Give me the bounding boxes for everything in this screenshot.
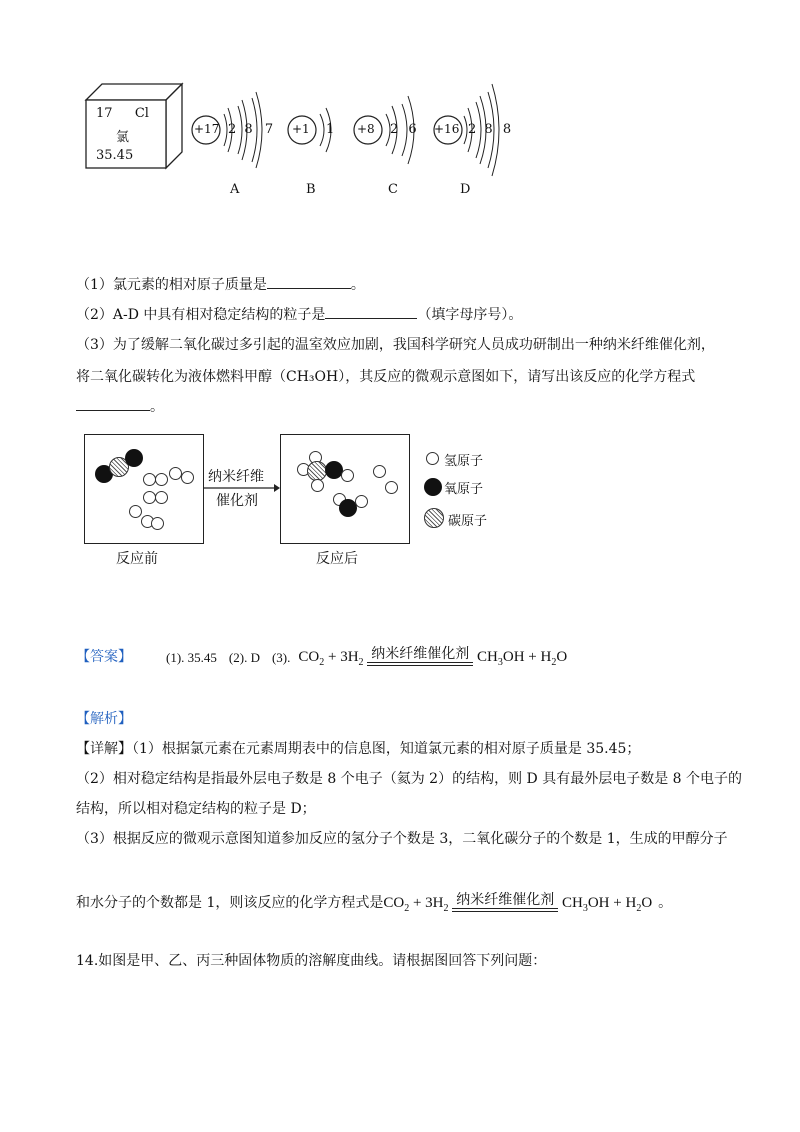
question-1: [76, 274, 365, 294]
question-3-suffix: 。: [150, 399, 164, 415]
shell-d-1: 2: [468, 122, 477, 137]
answer-equation: $CO_2 + 3H_2$ 纳米纤维催化剂 $CH_3OH + H_2O$: [298, 646, 567, 668]
answer-blank-1: [267, 276, 351, 289]
equation-condition: 纳米纤维催化剂: [371, 646, 470, 662]
shell-d-2: 8: [484, 122, 493, 137]
legend-hydrogen: 氢原子: [444, 454, 484, 469]
shell-c-2: 6: [408, 122, 417, 137]
question-1-suffix: 。: [350, 277, 365, 293]
after-label: 反应后: [316, 551, 358, 567]
detail-condition: 纳米纤维催化剂: [456, 892, 555, 908]
condition-line-2: 催化剂: [216, 493, 258, 509]
shell-a-2: 8: [244, 122, 253, 137]
after-box: [280, 434, 410, 544]
element-card: [84, 82, 184, 170]
structure-d: [430, 82, 510, 200]
question-1-text: （1）氯元素的相对原子质量是: [76, 277, 267, 293]
before-box: [84, 434, 204, 544]
shell-a-3: 7: [264, 122, 274, 137]
question-2-suffix: （填字母序号）。: [417, 307, 523, 323]
hydrogen-atom: [385, 481, 398, 494]
structure-b: [282, 90, 342, 200]
answer-tag: 【答案】: [76, 649, 132, 665]
element-symbol: Cl: [134, 106, 149, 121]
detail-line-5-suffix: 。: [658, 895, 673, 911]
label-a: A: [230, 182, 240, 197]
hydrogen-atom: [155, 491, 168, 504]
structure-a: [190, 90, 280, 200]
label-b: B: [306, 182, 316, 197]
detail-line-4: （3）根据反应的微观示意图知道参加反应的氢分子个数是 3，二氧化碳分子的个数是 1，生成的甲醇分子: [76, 831, 728, 847]
atomic-number: 17: [96, 106, 113, 121]
carbon-atom: [307, 461, 327, 481]
equation-condition-arrow: [367, 646, 473, 672]
answer-part-1: (1). 35.45: [166, 650, 217, 665]
hydrogen-atom: [355, 495, 368, 508]
condition-line-1: 纳米纤维: [208, 469, 264, 485]
answer-blank-3: [76, 398, 150, 411]
detail-condition-arrow: [452, 892, 558, 918]
answer-blank-2: [325, 306, 417, 319]
analysis-tag: 【解析】: [76, 711, 132, 727]
nucleus-c: +8: [357, 122, 375, 136]
legend-oxygen-icon: [424, 478, 442, 496]
shell-a-1: 2: [228, 122, 237, 137]
hydrogen-atom: [155, 473, 168, 486]
atomic-mass: 35.45: [96, 148, 134, 163]
hydrogen-atom: [129, 505, 142, 518]
question-3-line-1: （3）为了缓解二氧化碳过多引起的温室效应加剧，我国科学研究人员成功研制出一种纳米纤维催化剂，: [76, 337, 715, 353]
nucleus-d: +16: [434, 122, 460, 136]
label-c: C: [388, 182, 398, 197]
structure-c: [350, 90, 430, 200]
hydrogen-atom: [341, 469, 354, 482]
element-name: 氯: [116, 130, 130, 145]
nucleus-b: +1: [292, 122, 310, 136]
question-3-line-3: [76, 396, 164, 416]
answer-part-2: (2). D: [228, 650, 260, 665]
hydrogen-atom: [181, 471, 194, 484]
answer-row: [76, 632, 567, 672]
answer-part-3-label: (3).: [271, 650, 291, 665]
question-2-text: （2）A-D 中具有相对稳定结构的粒子是: [76, 307, 326, 323]
label-d: D: [460, 182, 471, 197]
shell-b-1: 1: [326, 122, 335, 137]
arrow-icon: [204, 484, 280, 492]
oxygen-atom: [125, 449, 143, 467]
detail-line-2: （2）相对稳定结构是指最外层电子数是 8 个电子（氦为 2）的结构，则 D 具有最外层电子数是 8 个电子的: [76, 771, 743, 787]
detail-line-1: 【详解】（1）根据氯元素在元素周期表中的信息图，知道氯元素的相对原子质量是 35.45；: [76, 741, 641, 757]
next-question: 14.如图是甲、乙、丙三种固体物质的溶解度曲线。请根据图回答下列问题：: [76, 953, 547, 969]
shell-c-1: 2: [390, 122, 399, 137]
nucleus-a: +17: [194, 122, 220, 136]
detail-line-5: [76, 878, 672, 918]
legend-carbon-icon: [424, 508, 444, 528]
legend-oxygen: 氧原子: [444, 482, 484, 497]
question-2: [76, 304, 522, 324]
reaction-arrow: [204, 460, 280, 520]
legend-hydrogen-icon: [426, 452, 439, 465]
question-3-line-2: 将二氧化碳转化为液体燃料甲醇（CH₃OH），其反应的微观示意图如下，请写出该反应的化学方程式: [76, 369, 696, 385]
detail-equation: $CO_2 + 3H_2$ 纳米纤维催化剂 $CH_3OH + H_2O$: [383, 892, 652, 914]
hydrogen-atom: [151, 517, 164, 530]
shell-d-3: 8: [502, 122, 512, 137]
legend-carbon: 碳原子: [448, 514, 488, 529]
hydrogen-atom: [311, 479, 324, 492]
detail-line-3: 结构，所以相对稳定结构的粒子是 D；: [76, 801, 316, 817]
detail-line-5-text: 和水分子的个数都是 1，则该反应的化学方程式是: [76, 895, 384, 911]
before-label: 反应前: [116, 551, 158, 567]
hydrogen-atom: [373, 465, 386, 478]
legend: [424, 450, 514, 540]
